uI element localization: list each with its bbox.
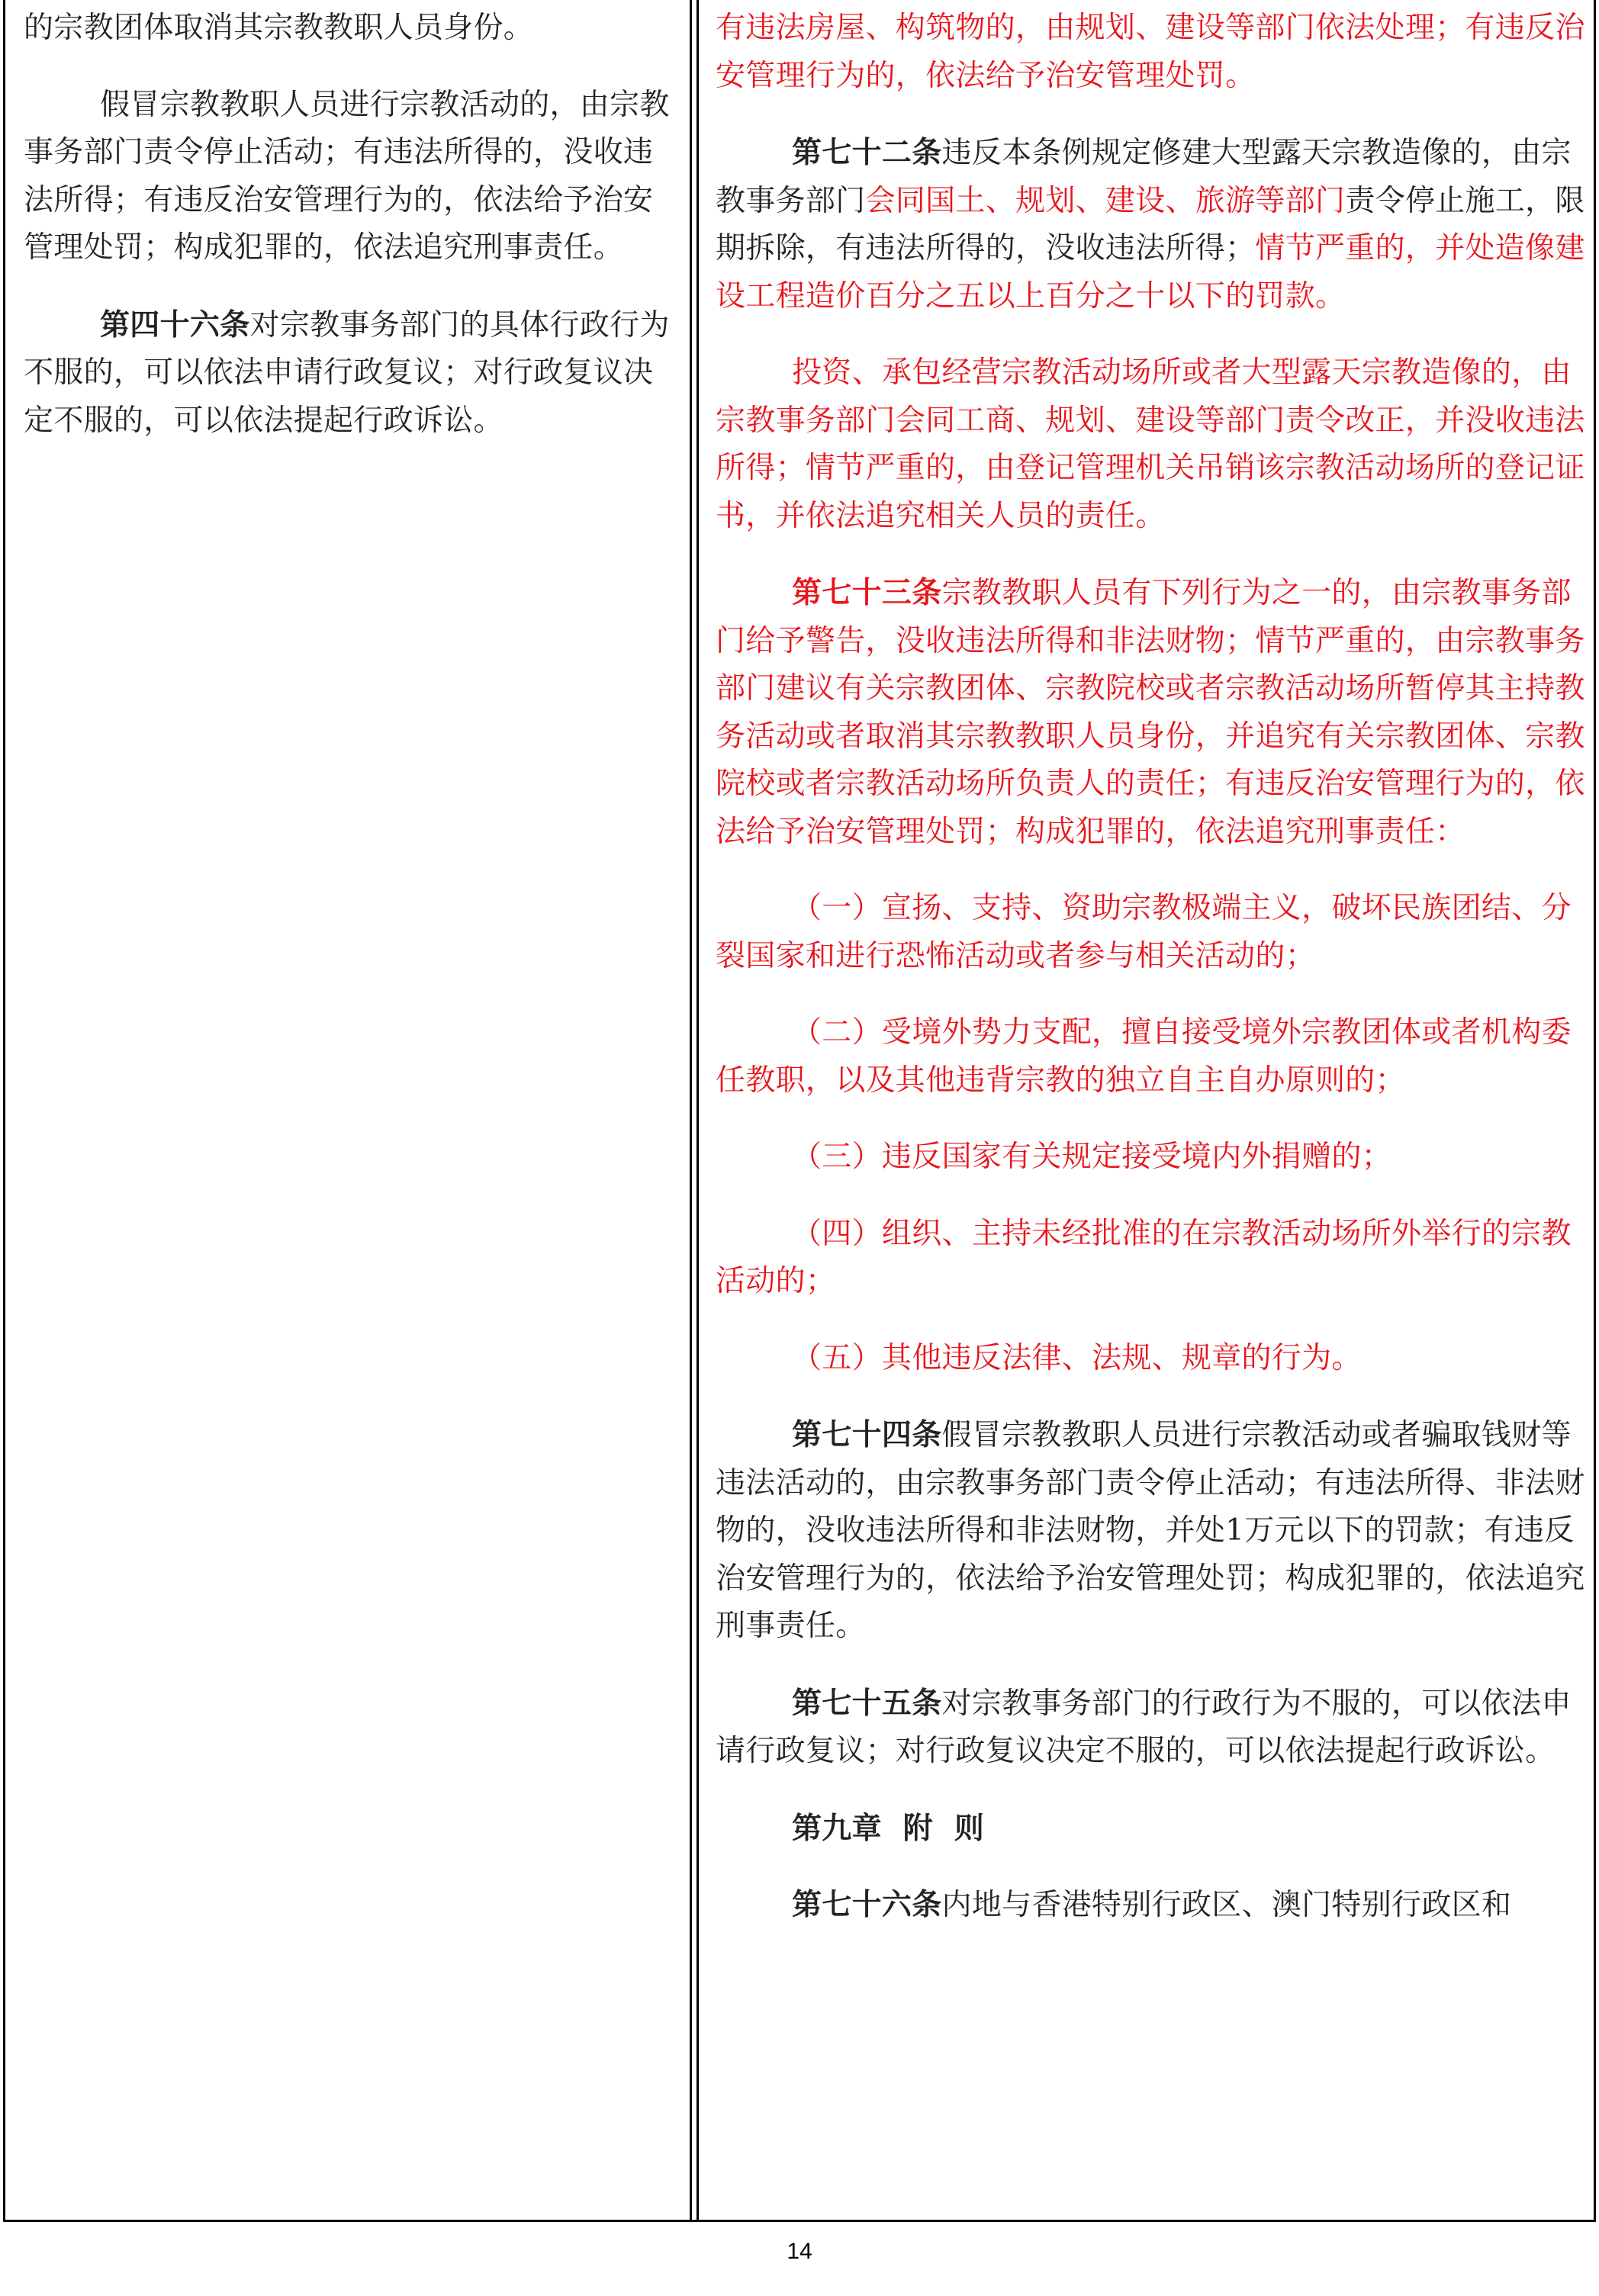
chapter-9-heading: 第九章 附 则: [792, 1810, 985, 1846]
article-73-item-4: （四）组织、主持未经批准的在宗教活动场所外举行的宗教活动的；: [716, 1216, 1572, 1298]
article-73-text: 宗教教职人员有下列行为之一的，由宗教事务部门给予警告，没收违法所得和非法财物；情节严重的，由宗教事务部门建议有关宗教团体、宗教院校或者宗教活动场所暂停其主持教务活动或者取消其宗教教职人员身份，并追究有关宗教团体、宗教院校或者宗教活动场所负责人的责任；有违反治安管理行为的，依法给予治安管理处罚；构成犯罪的，依法追究刑事责任：: [716, 576, 1585, 849]
page-number: 14: [787, 2239, 812, 2264]
article-74-text: 假冒宗教教职人员进行宗教活动或者骗取钱财等违法活动的，由宗教事务部门责令停止活动；有违法所得、非法财物的，没收违法所得和非法财物，并处1万元以下的罚款；有违反治安管理行为的，依法给予治安管理处罚；构成犯罪的，依法追究刑事责任。: [716, 1418, 1585, 1643]
article-75-text: 对宗教事务部门的行政行为不服的，可以依法申请行政复议；对行政复议决定不服的，可以依法提起行政诉讼。: [716, 1686, 1572, 1768]
revised-text-column: [697, 0, 1594, 2220]
article-73-paragraph: [716, 569, 1586, 856]
article-46-text: 对宗教事务部门的具体行政行为不服的，可以依法申请行政复议；对行政复议决定不服的，可以依法提起行政诉讼。: [24, 307, 670, 438]
article-72-label: 第七十二条: [792, 135, 942, 170]
article-73-label: 第七十三条: [792, 575, 942, 610]
original-text-column: [5, 0, 692, 2220]
article-76-label: 第七十六条: [792, 1887, 942, 1922]
article-75-label: 第七十五条: [792, 1685, 942, 1721]
article-76-paragraph: [716, 1881, 1586, 1930]
left-paragraph-2: 假冒宗教教职人员进行宗教活动的，由宗教事务部门责令停止活动；有违法所得的，没收违法所得；有违反治安管理行为的，依法给予治安管理处罚；构成犯罪的，依法追究刑事责任。: [24, 87, 670, 265]
comparison-table: [3, 0, 1596, 2222]
left-paragraph-3: [24, 301, 677, 445]
article-74-label: 第七十四条: [792, 1417, 942, 1452]
article-76-text: 内地与香港特别行政区、澳门特别行政区和: [941, 1888, 1512, 1922]
article-72-text-c: 责令停止施工，限期拆除，有违法所得的，没收违法所得；: [716, 183, 1585, 265]
article-75-paragraph: [716, 1680, 1586, 1776]
article-73-item-3: （三）违反国家有关规定接受境内外捐赠的；: [792, 1140, 1392, 1174]
article-72-text-a: 违反本条例规定修建大型露天宗教造像的，由宗教事务部门: [716, 136, 1572, 218]
left-paragraph-1: 的宗教团体取消其宗教教职人员身份。: [24, 11, 534, 45]
article-72-paragraph-2: 投资、承包经营宗教活动场所或者大型露天宗教造像的，由宗教事务部门会同工商、规划、建设等部门责令改正，并没收违法所得；情节严重的，由登记管理机关吊销该宗教活动场所的登记证书，并依法追究相关人员的责任。: [716, 355, 1585, 533]
article-72-text-b: 会同国土、规划、建设、旅游等部门: [865, 183, 1346, 218]
article-74-paragraph: [716, 1411, 1586, 1651]
article-73-item-5: （五）其他违反法律、法规、规章的行为。: [792, 1340, 1362, 1375]
right-paragraph-1: 有违法房屋、构筑物的，由规划、建设等部门依法处理；有违反治安管理行为的，依法给予治安管理处罚。: [716, 11, 1585, 93]
article-72-text-d: 情节严重的，并处造像建设工程造价百分之五以上百分之十以下的罚款。: [716, 231, 1585, 314]
article-72-paragraph: [716, 129, 1586, 320]
article-46-label: 第四十六条: [100, 307, 250, 342]
article-73-item-1: （一）宣扬、支持、资助宗教极端主义，破坏民族团结、分裂国家和进行恐怖活动或者参与相关活动的；: [716, 891, 1572, 973]
article-73-item-2: （二）受境外势力支配，擅自接受境外宗教团体或者机构委任教职，以及其他违背宗教的独立自主自办原则的；: [716, 1015, 1572, 1098]
